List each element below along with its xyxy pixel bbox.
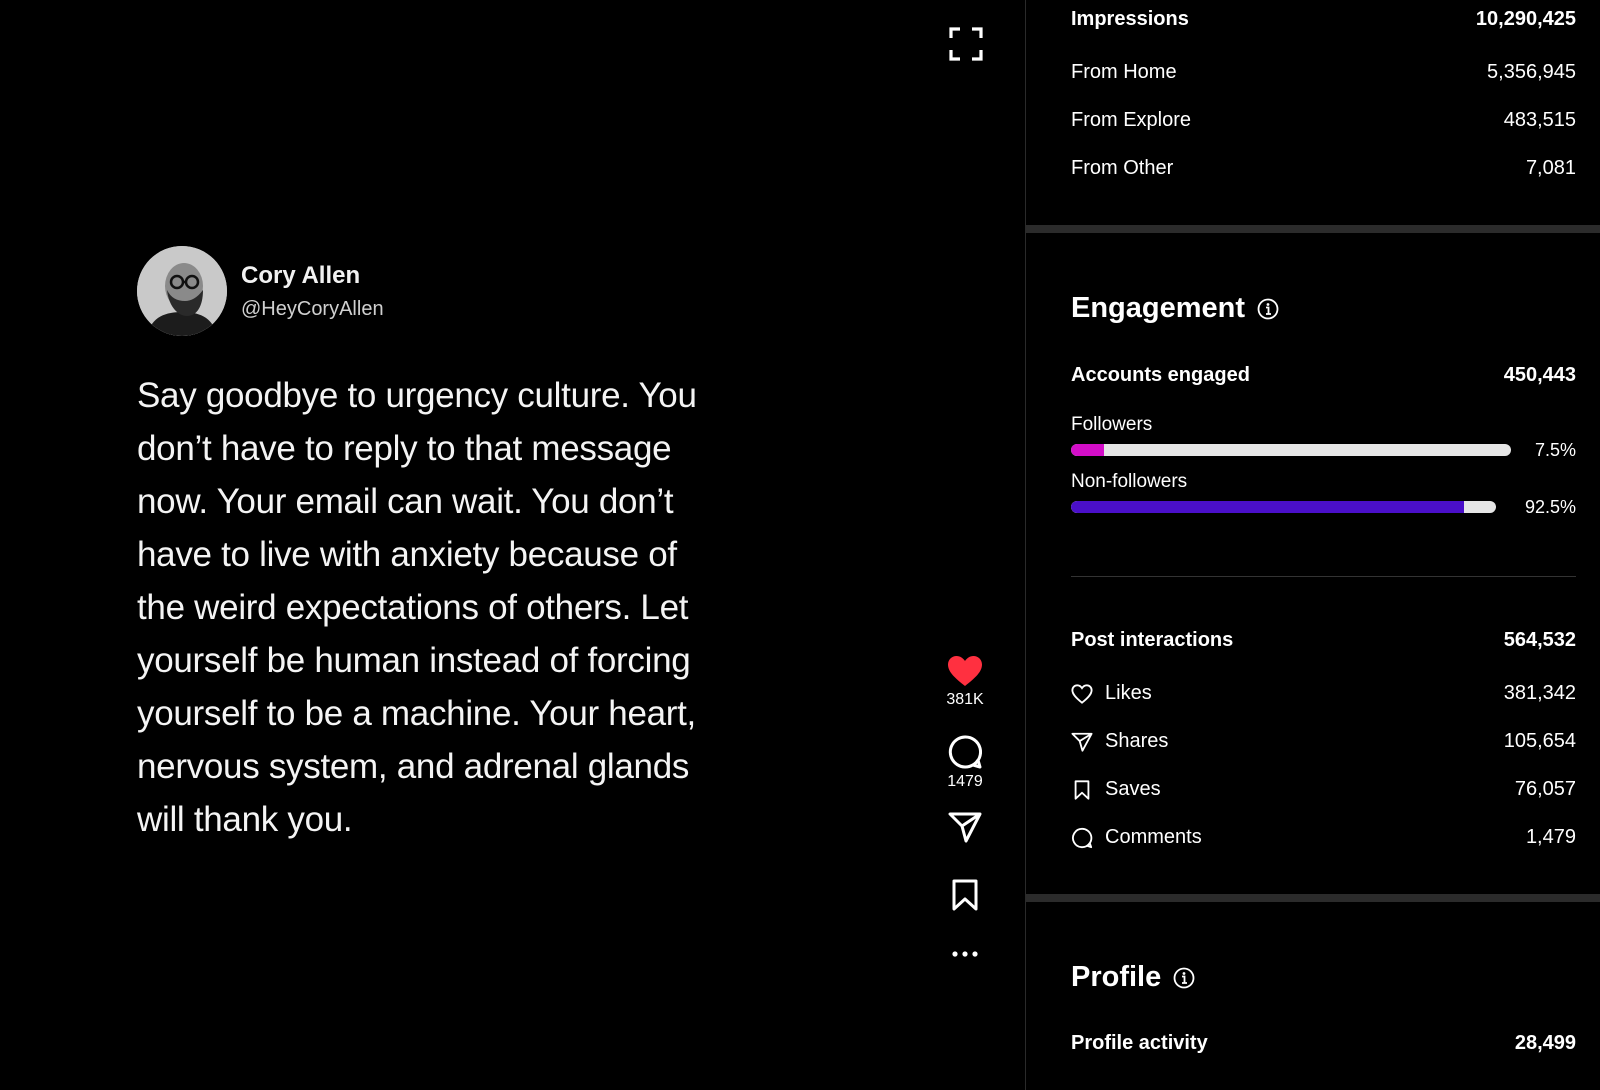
profile-activity-row	[1071, 1032, 1576, 1055]
profile-activity-value: 28,499	[1514, 1032, 1576, 1054]
send-icon	[1071, 731, 1093, 753]
followers-bar-fill	[1071, 444, 1104, 456]
likes-count: 381K	[946, 691, 984, 708]
interaction-value: 76,057	[1514, 778, 1576, 800]
profile-title	[1071, 961, 1195, 994]
accounts-engaged-label: Accounts engaged	[1071, 364, 1250, 386]
impressions-row	[1071, 8, 1576, 31]
bookmark-icon	[1071, 779, 1093, 801]
impressions-source-row	[1071, 109, 1576, 132]
send-icon	[948, 811, 982, 843]
followers-label: Followers	[1071, 414, 1153, 435]
post-author	[137, 246, 384, 336]
share-button[interactable]	[930, 811, 1000, 843]
post-interactions-label: Post interactions	[1071, 629, 1234, 651]
comment-icon	[948, 735, 982, 769]
interaction-label: Likes	[1105, 682, 1152, 704]
comments-count: 1479	[947, 773, 983, 790]
interaction-label: Saves	[1105, 778, 1161, 800]
comment-button[interactable]	[930, 735, 1000, 791]
section-divider	[1026, 894, 1600, 902]
impressions-source-row	[1071, 61, 1576, 84]
interaction-value: 381,342	[1503, 682, 1576, 704]
post-text: Say goodbye to urgency culture. You don’t have to reply to that message now. Your email can wait. You don’t have to live with anxiety because of the weird expectations of others. Let yourself be human instead of forcing yourself to be a machine. Your heart, nervous system, and adrenal glands will thank you.	[137, 376, 697, 839]
post-interactions-value: 564,532	[1503, 629, 1576, 651]
followers-pct: 7.5%	[1534, 440, 1576, 460]
more-button[interactable]	[930, 951, 1000, 957]
author-handle[interactable]: @HeyCoryAllen	[241, 297, 384, 320]
followers-bar	[1071, 444, 1511, 456]
divider	[1071, 576, 1576, 577]
interaction-row-saves	[1071, 778, 1576, 801]
source-label: From Explore	[1071, 109, 1192, 131]
comment-icon	[1071, 827, 1093, 849]
impressions-value: 10,290,425	[1475, 8, 1576, 30]
interaction-label: Comments	[1105, 826, 1202, 848]
impressions-source-row	[1071, 157, 1576, 180]
save-button[interactable]	[930, 879, 1000, 911]
section-divider	[1026, 225, 1600, 233]
engagement-title-text: Engagement	[1071, 292, 1246, 324]
expand-icon[interactable]	[949, 27, 983, 61]
like-button[interactable]	[930, 655, 1000, 709]
interaction-row-comments	[1071, 826, 1576, 849]
heart-filled-icon	[947, 655, 983, 687]
non-followers-bar	[1071, 501, 1496, 513]
heart-outline-icon	[1071, 683, 1093, 705]
interaction-row-shares	[1071, 730, 1576, 753]
non-followers-bar-fill	[1071, 501, 1464, 513]
profile-activity-label: Profile activity	[1071, 1032, 1208, 1054]
interaction-value: 105,654	[1503, 730, 1576, 752]
avatar[interactable]	[137, 246, 227, 336]
interaction-row-likes	[1071, 682, 1576, 705]
source-value: 483,515	[1503, 109, 1576, 131]
source-label: From Home	[1071, 61, 1177, 83]
bookmark-icon	[951, 879, 979, 911]
accounts-engaged-row	[1071, 364, 1576, 387]
info-icon[interactable]	[1257, 298, 1279, 320]
accounts-engaged-value: 450,443	[1503, 364, 1576, 386]
engagement-title	[1071, 292, 1279, 325]
more-icon	[952, 951, 978, 957]
interaction-value: 1,479	[1525, 826, 1576, 848]
profile-title-text: Profile	[1071, 961, 1162, 993]
non-followers-pct: 92.5%	[1524, 497, 1576, 517]
source-value: 7,081	[1525, 157, 1576, 179]
impressions-label: Impressions	[1071, 8, 1189, 30]
interaction-label: Shares	[1105, 730, 1169, 752]
non-followers-label: Non-followers	[1071, 471, 1188, 492]
post-interactions-row	[1071, 629, 1576, 652]
source-label: From Other	[1071, 157, 1174, 179]
author-name[interactable]: Cory Allen	[241, 261, 361, 289]
info-icon[interactable]	[1173, 967, 1195, 989]
insights-panel	[1026, 0, 1600, 1090]
source-value: 5,356,945	[1487, 61, 1576, 83]
post-actions	[930, 655, 1000, 957]
